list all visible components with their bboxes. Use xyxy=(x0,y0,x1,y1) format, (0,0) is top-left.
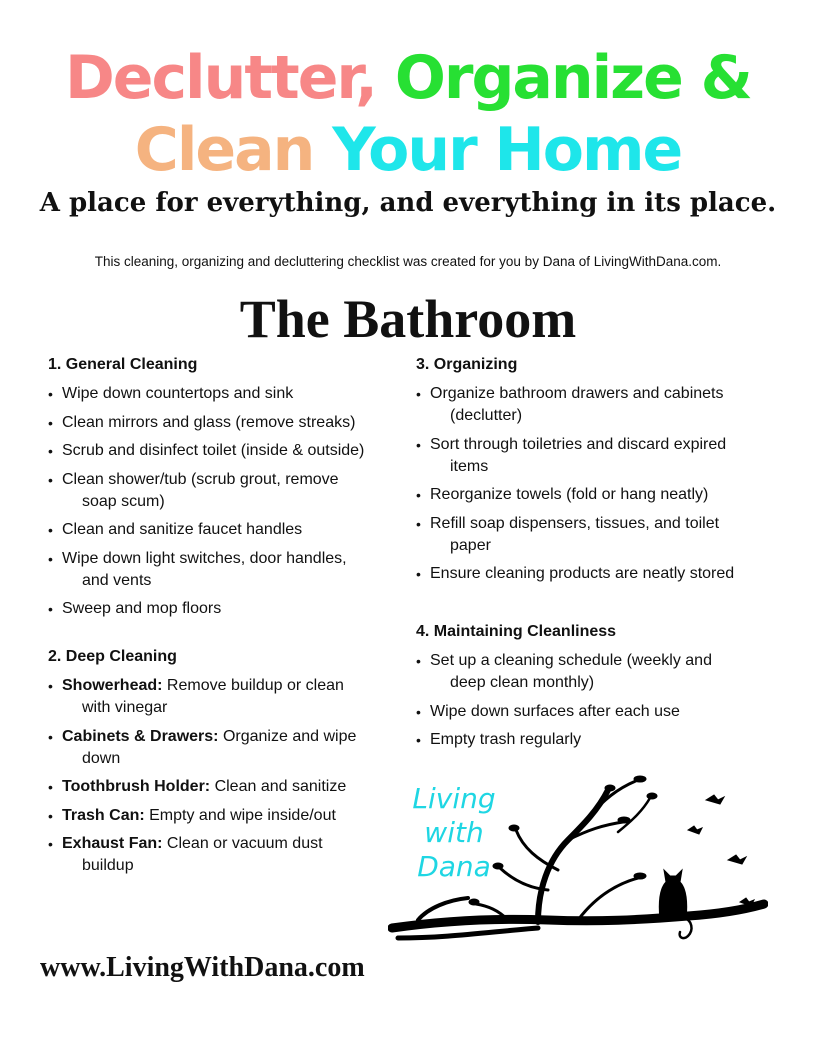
logo-line-living: Living xyxy=(412,782,496,815)
organizing-list xyxy=(416,383,776,585)
title-word-clean: Clean xyxy=(134,115,314,185)
list-item: • Empty trash regularly xyxy=(416,731,582,748)
deep-cleaning-group xyxy=(48,646,398,877)
logo-line-with: with xyxy=(424,816,484,849)
list-item: • Refill soap dispensers, tissues, and toilet paper xyxy=(416,514,720,554)
list-item: • Wipe down countertops and sink xyxy=(48,385,294,402)
list-item: • Toothbrush Holder: Clean and sanitize xyxy=(48,778,347,795)
title-line-2 xyxy=(0,114,816,186)
list-item: • Set up a cleaning schedule (weekly and deep clean monthly) xyxy=(416,652,712,691)
organizing-group xyxy=(416,354,776,585)
general-cleaning-group xyxy=(48,354,398,620)
title-line-1 xyxy=(0,42,816,114)
deep-cleaning-list xyxy=(48,675,398,877)
list-item: • Exhaust Fan: Clean or vacuum dust buildup xyxy=(48,835,323,874)
list-item: • Wipe down light switches, door handles, and vents xyxy=(48,549,347,589)
list-item: • Ensure cleaning products are neatly stored xyxy=(416,565,735,582)
deep-cleaning-title: 2. Deep Cleaning xyxy=(48,648,177,665)
list-item: • Clean shower/tub (scrub grout, remove soap scum) xyxy=(48,470,339,510)
general-cleaning-list xyxy=(48,383,398,620)
list-item: • Reorganize towels (fold or hang neatly) xyxy=(416,486,709,503)
title-word-declutter: Declutter, xyxy=(64,43,376,113)
logo-line-dana: Dana xyxy=(417,850,491,883)
logo-text xyxy=(406,782,502,884)
title-word-your-home: Your Home xyxy=(332,115,682,185)
maintaining-title: 4. Maintaining Cleanliness xyxy=(416,623,617,640)
list-item: • Organize bathroom drawers and cabinets (declutter) xyxy=(416,385,724,424)
list-item: • Showerhead: Remove buildup or clean with vinegar xyxy=(48,677,344,716)
maintaining-list xyxy=(416,650,776,751)
maintaining-group xyxy=(416,621,776,751)
list-item: • Scrub and disinfect toilet (inside & outside) xyxy=(48,442,365,459)
title-word-organize: Organize & xyxy=(394,43,751,113)
right-column xyxy=(416,354,776,777)
list-item: • Clean mirrors and glass (remove streaks) xyxy=(48,413,356,431)
list-item: • Sweep and mop floors xyxy=(48,600,222,617)
list-item: • Trash Can: Empty and wipe inside/out xyxy=(48,806,336,824)
tagline: A place for everything, and everything in its place. xyxy=(39,188,777,218)
website-url: www.LivingWithDana.com xyxy=(40,952,365,983)
list-item: • Sort through toiletries and discard expired items xyxy=(416,435,727,475)
general-cleaning-title: 1. General Cleaning xyxy=(48,356,198,373)
section-title: The Bathroom xyxy=(239,289,577,349)
organizing-title: 3. Organizing xyxy=(416,356,518,373)
list-item: • Cabinets & Drawers: Organize and wipe down xyxy=(48,727,357,767)
left-column xyxy=(48,354,398,903)
list-item: • Clean and sanitize faucet handles xyxy=(48,521,303,538)
credit-line: This cleaning, organizing and decluttering checklist was created for you by Dana of LivingWithDana.com. xyxy=(94,254,722,269)
living-with-dana-logo xyxy=(388,770,768,970)
list-item: • Wipe down surfaces after each use xyxy=(416,702,680,720)
